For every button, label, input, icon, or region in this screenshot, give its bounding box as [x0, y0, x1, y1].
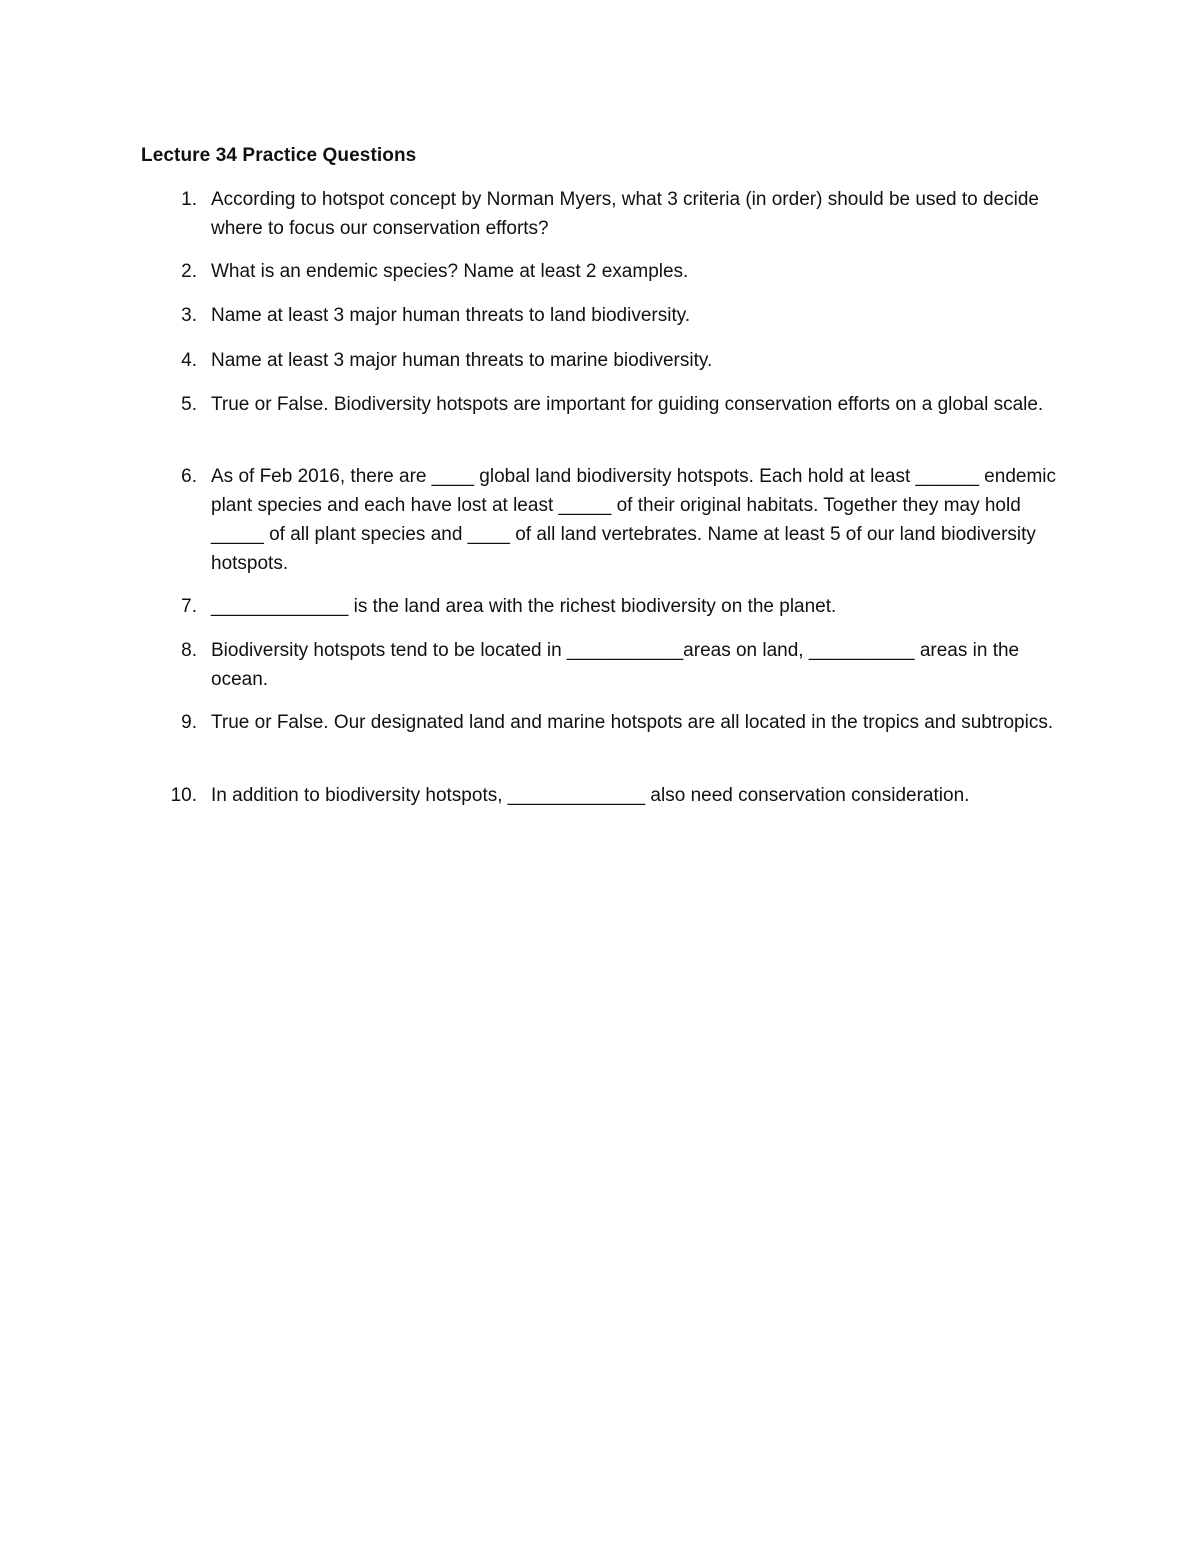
question-text: Biodiversity hotspots tend to be located in ___________areas on land, __________ areas in the ocean. — [211, 640, 1020, 690]
question-number: 3. — [181, 305, 197, 326]
question-number: 5. — [181, 394, 197, 415]
page-title: Lecture 34 Practice Questions — [141, 145, 417, 166]
question-text: True or False. Biodiversity hotspots are important for guiding conservation efforts on a global scale. — [211, 394, 1044, 415]
question-number: 6. — [181, 466, 197, 487]
question-text: Name at least 3 major human threats to land biodiversity. — [211, 305, 691, 326]
question-text: _____________ is the land area with the richest biodiversity on the planet. — [211, 596, 837, 617]
question-text: What is an endemic species? Name at least 2 examples. — [211, 261, 689, 282]
question-number: 9. — [181, 712, 197, 733]
question-number: 4. — [181, 350, 197, 371]
question-text: In addition to biodiversity hotspots, _____________ also need conservation consideration. — [211, 785, 970, 806]
question-number: 2. — [181, 261, 197, 282]
question-text: Name at least 3 major human threats to marine biodiversity. — [211, 350, 713, 371]
question-number: 8. — [181, 640, 197, 661]
question-text: According to hotspot concept by Norman Myers, what 3 criteria (in order) should be used to decide where to focus our conservation efforts? — [211, 189, 1039, 239]
question-number: 10. — [170, 785, 197, 806]
question-number: 1. — [181, 189, 197, 210]
question-text: True or False. Our designated land and marine hotspots are all located in the tropics and subtropics. — [211, 712, 1054, 733]
question-text: As of Feb 2016, there are ____ global land biodiversity hotspots. Each hold at least ______ endemic plant species and each have lost at least _____ of their original habitats. Together they may hold _____ of all plant species and ____ of all land vertebrates. Name at least 5 of our land biodiversity hotspots. — [211, 466, 1056, 574]
question-number: 7. — [181, 596, 197, 617]
